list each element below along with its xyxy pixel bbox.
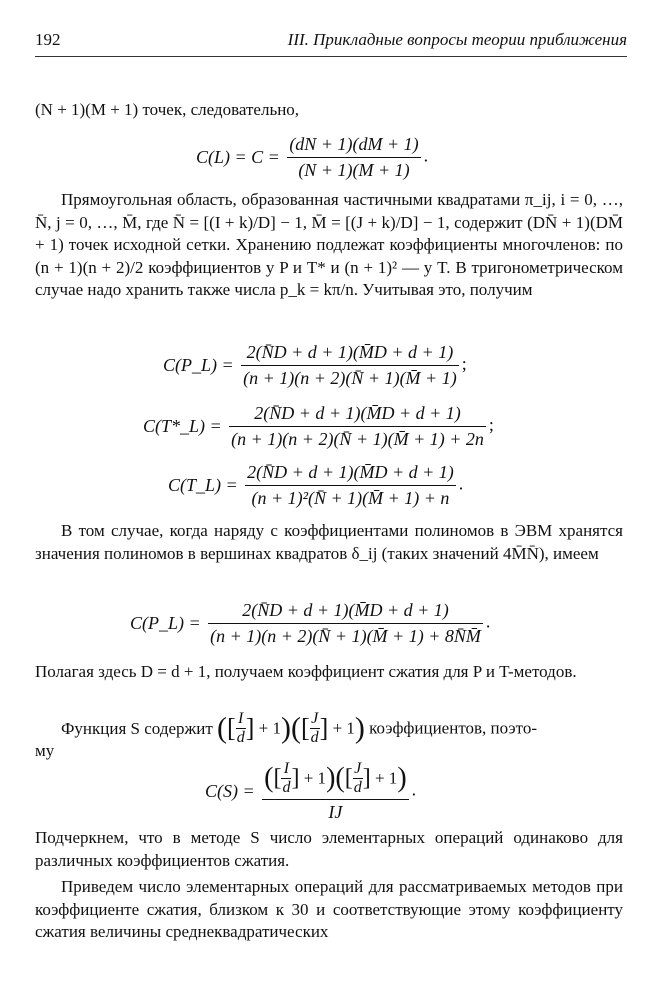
eq6-frac-i: I (281, 760, 291, 779)
eq3-fraction (229, 403, 486, 450)
eq3-denominator: (n + 1)(n + 2)(N̄ + 1)(M̄ + 1) + 2n (231, 429, 484, 449)
eq6-lhs: C(S) = (205, 781, 255, 801)
frac-d2: d (310, 729, 319, 746)
eq4-fraction (245, 462, 456, 509)
eq5-punct: . (485, 611, 491, 632)
eq4-denominator: (n + 1)²(N̄ + 1)(M̄ + 1) + n (251, 488, 450, 508)
eq6-frac-d2: d (353, 779, 362, 796)
eq5-denominator: (n + 1)(n + 2)(N̄ + 1)(M̄ + 1) + 8N̄M̄ (210, 626, 481, 646)
func-continuation: му (35, 741, 55, 760)
eq5-fraction (208, 600, 483, 647)
paragraph-s-ops: Подчеркнем, что в методе S число элементарных операций одинаково для различных коэффициентов сжатия. (35, 828, 623, 870)
plus-one-a: + 1 (258, 718, 281, 738)
header-rule (35, 56, 627, 57)
eq6-frac-j: J (354, 760, 362, 777)
eq3-punct: ; (488, 414, 494, 435)
equation-c-tl (0, 462, 657, 512)
eq4-lhs: C(T_L) = (168, 475, 238, 495)
frac-d1: d (236, 729, 245, 746)
eq5-numerator: 2(N̄D + d + 1)(M̄D + d + 1) (208, 600, 483, 624)
text-line-points: (N + 1)(M + 1) точек, следовательно, (35, 100, 300, 119)
eq6-denominator: IJ (328, 802, 343, 822)
paragraph-d-equals: Полагая здесь D = d + 1, получаем коэффициент сжатия для P и T-методов. (35, 662, 577, 681)
paragraph-evm: В том случае, когда наряду с коэффициентами полиномов в ЭВМ хранятся значения полиномов в вершинах квадратов δ_ij (таких значений 4M̄N̄), имеем (35, 521, 623, 563)
eq1-numerator: (dN + 1)(dM + 1) (287, 134, 420, 158)
equation-c-s (0, 760, 657, 826)
eq6-plus-one-a: + 1 (303, 768, 327, 788)
eq2-lhs: C(P_L) = (163, 355, 234, 375)
eq2-punct: ; (461, 353, 467, 374)
eq4-numerator: 2(N̄D + d + 1)(M̄D + d + 1) (245, 462, 456, 486)
eq4-punct: . (458, 473, 464, 494)
equation-c-l (0, 134, 657, 184)
equation-c-pl (0, 342, 657, 392)
eq3-numerator: 2(N̄D + d + 1)(M̄D + d + 1) (229, 403, 486, 427)
page-number: 192 (35, 30, 61, 49)
running-title: III. Прикладные вопросы теории приближения (287, 30, 627, 49)
paragraph-region: Прямоугольная область, образованная частичными квадратами π_ij, i = 0, …, N̄, j = 0, …, M̄, где N̄ = [(I + k)/D] − 1, M̄ = [(J + k)/D] − 1, содержит (DN̄ + 1)(DM̄ + 1) точек исходной сетки. Хранению подлежат коэффициенты многочленов: по (n + 1)(n + 2)/2 коэффициентов у P и T* и (n + 1)² — у T. В тригонометрическом случае надо хранить также числа p_k = kπ/n. Учитывая это, получим (35, 190, 623, 299)
equation-c-tstar (0, 403, 657, 453)
running-header (35, 30, 627, 54)
paragraph-ops-count: Приведем число элементарных операций для рассматриваемых методов при коэффициенте сжатия, близком к 30 и соответствующие этому коэффициенту сжатия величины среднеквадратических (35, 877, 623, 941)
eq5-lhs: C(P_L) = (130, 613, 201, 633)
equation-c-pl-evm (0, 600, 657, 650)
eq2-denominator: (n + 1)(n + 2)(N̄ + 1)(M̄ + 1) (243, 368, 457, 388)
eq1-lhs: C(L) = C = (196, 147, 280, 167)
eq6-frac-d1: d (282, 779, 291, 796)
frac-i: I (236, 710, 246, 729)
eq1-fraction (287, 134, 420, 181)
function-s-line: Функция S содержит ([ $\frac{I}{d}$ ] + 1)([ $\frac{J}{d}$ ] + 1) коэффициентов, поэто- (61, 710, 538, 746)
eq6-fraction (262, 760, 409, 823)
frac-j: J (311, 710, 319, 727)
eq6-numerator: ([ $\frac{I}{d}$ ] + 1)([ $\frac{J}{d}$ ] + 1) (262, 760, 409, 800)
func-text-after: коэффициентов, поэто- (369, 718, 538, 738)
eq2-numerator: 2(N̄D + d + 1)(M̄D + d + 1) (241, 342, 459, 366)
plus-one-b: + 1 (332, 718, 355, 738)
eq2-fraction (241, 342, 459, 389)
eq1-punct: . (423, 145, 429, 166)
eq1-denominator: (N + 1)(M + 1) (298, 160, 410, 180)
eq6-plus-one-b: + 1 (374, 768, 398, 788)
eq3-lhs: C(T*_L) = (143, 416, 222, 436)
func-text-before: Функция S содержит (61, 718, 213, 738)
eq6-punct: . (411, 779, 417, 800)
